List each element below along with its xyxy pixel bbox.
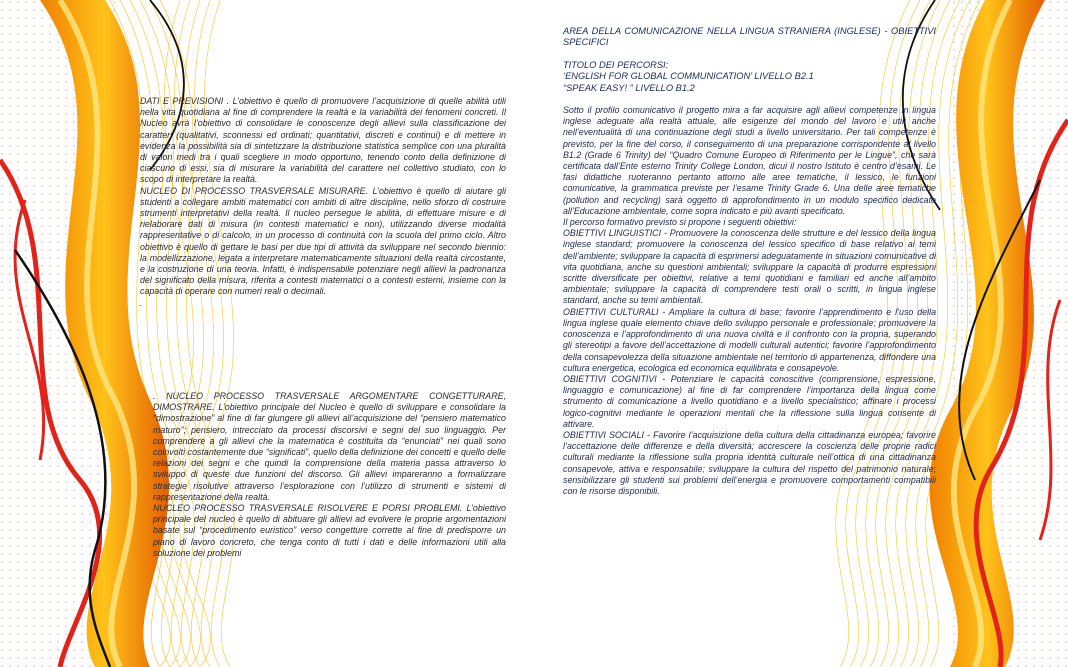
paragraph-nucleo-misurare: NUCLEO DI PROCESSO TRASVERSALE MISURARE. L’obiettivo è quello di aiutare gli studenti a collegare ambiti matematici con ambiti di altre discipline, nello sforzo di costruire strumenti interpretativi della realtà. Il nucleo persegue le abilità, di effettuare misure e di rielaborare dati di misura (in contesti matematici e non), utilizzando diverse modalità rappresentative o di calcolo, in un processo di continuità con la scuola del primo ciclo. Altro obiettivo è quello di gettare le basi per due tipi di attività da sviluppare nel secondo biennio: la modellizzazione, legata a interpretare matematicamente situazioni della realtà circostante, e la costruzione di una teoria. Infatti, è indispensabile potenziare negli allievi la padronanza del significato della misura, riferita a contesti matematici o a contesti esterni, insieme con la capacità di operare con numeri reali o decimali. <box>140 185 506 297</box>
left-column-upper <box>140 96 506 309</box>
right-column <box>563 26 936 497</box>
paragraph-percorso-formativo: Il percorso formativo previsto si propone i seguenti obiettivi: <box>563 217 797 228</box>
paragraph-dati-previsioni: DATI E PREVISIONI . L’obiettivo è quello di promuovere l’acquisizione di quelle abilità utili nella vita quotidiana al fine di comprendere la realtà e la variabilità dei fenomeni concreti. Il Nucleo avrà l’obiettivo di consolidare le conoscenze degli allievi sulla classificazione dei caratteri (qualitativi, sconnessi ed ordinati; quantitativi, discreti e continui) e di mettere in evidenza la possibilità sia di sintetizzare la distribuzione statistica semplice con una pluralità di valori medi tra i quali scegliere in modo opportuno, tenendo conto della definizione di ciascuno di essi, sia di misurare la variabilità del carattere nel collettivo studiato, con lo scopo di interpretare la realtà. <box>140 96 506 185</box>
paragraph-nucleo-risolvere: NUCLEO PROCESSO TRASVERSALE RISOLVERE E PORSI PROBLEMI. L’obiettivo principale del nucleo è quello di abituare gli allievi ad evolvere le proprie argomentazioni basate sul “procedimento euristico” verso congetture corrette al fine di predisporre un piano di lavoro concreto, che tenga conto di tutti i dati e delle informazioni utili alla soluzione dei problemi <box>153 503 506 558</box>
paragraph-profilo-comunicativo: Sotto il profilo comunicativo il progetto mira a far acquisire agli allievi competenze in lingua inglese adeguate alla realtà attuale, alle esigenze del mondo del lavoro e utili anche nell’eventualità di una continuazione degli studi a livello universitario. Per tali competenze è previsto, per la fine del corso, il conseguimento di una preparazione corrispondente al livello B1.2 (Grade 6 Trinity) del “Quadro Comune Europeo di Riferimento per le Lingue”, che sarà certificata dall’Ente esterno Trinity College London, dicui il nostro Istituto è centro d’esami. Le fasi didattiche ruoteranno pertanto attorno alle aree tematiche, il lessico, le funzioni comunicative, la grammatica previste per l’esame Trinity Grade 6. Una delle aree tematiche (pollution and recycling) sarà oggetto di approfondimento in un modulo specifico dedicato all’Educazione ambientale, come sopra indicato e più avanti specificato. <box>563 105 936 216</box>
area-title: AREA DELLA COMUNICAZIONE NELLA LINGUA STRANIERA (INGLESE) - OBIETTIVI SPECIFICI <box>563 26 936 48</box>
course-title-1: ‘ENGLISH FOR GLOBAL COMMUNICATION’ LIVELLO B2.1 <box>563 71 814 82</box>
paragraph-obiettivi-culturali: OBIETTIVI CULTURALI - Ampliare la cultura di base; favorire l’apprendimento e l’uso della lingua inglese quale elemento chiave dello sviluppo personale e professionale; promuovere la conoscenza e l’approfondimento di una nuova civiltà e il confronto con la propria, superando gli stereotipi a favore dell’accettazione di modelli culturali autentici; favorire l’approfondimento della consapevolezza della situazione ambientale nel territorio di appartenenza, diffondere una cultura energetica, ecologica ed economica equilibrata e consapevole. <box>563 306 936 373</box>
paragraph-obiettivi-linguistici: OBIETTIVI LINGUISTICI - Promuovere la conoscenza delle strutture e del lessico della lingua inglese standard; promuovere la conoscenza del lessico specifico di base relativo ai temi dell’ambiente; sviluppare la capacità di esprimersi adeguatamente in situazioni comunicative di vita quotidiana, anche su questioni ambientali; sviluppare la capacità di produrre espressioni scritte diversificate per obiettivi, relative a temi quotidiani e familiari ed anche all’ambito ambientale; sviluppare la capacità di comprendere testi orali o scritti, in lingua inglese standard, anche su temi ambientali. <box>563 228 936 306</box>
paragraph-nucleo-argomentare: . NUCLEO PROCESSO TRASVERSALE ARGOMENTARE CONGETTURARE, DIMOSTRARE. L’obiettivo principale del Nucleo è quello di sviluppare e consolidare la “dimostrazione” al fine di far giungere gli allievi all’acquisizione del “pensiero matematico maturo”; pensiero, intrecciato da processi discorsivi e segni del suo linguaggio. Per comprendere a gli allievi che la matematica è costituita da “enunciati” nei quali sono coinvolti costantemente due “significati”, quello della definizione dei concetti e quello delle relazioni dei segni e che quindi la comprensione della materia passa attraverso lo sviluppo di queste due funzioni del discorso. Gli allievi impareranno a formalizzare strategie risolutive attraverso l’esplorazione con l’utilizzo di strumenti e sistemi di rappresentazione della realtà. <box>153 391 506 502</box>
paragraph-obiettivi-cognitivi: OBIETTIVI COGNITIVI - Potenziare le capacità conoscitive (comprensione, espressione, linguaggio e comunicazione) al fine di far comprendere l’importanza della lingua come strumento di comunicazione a livello quotidiano e a livello specialistico; affinare i processi logico-cognitivi mediante le operazioni mentali che la riflessione sulla lingua consente di attivare. <box>563 373 936 429</box>
stray-dot: . <box>140 297 143 308</box>
titolo-percorsi-label: TITOLO DEI PERCORSI: <box>563 59 669 70</box>
left-column-lower <box>153 391 506 559</box>
paragraph-obiettivi-sociali: OBIETTIVI SOCIALI - Favorire l’acquisizione della cultura della cittadinanza europea; favorire l’accettazione delle differenze e della diversità; accrescere la coscienza delle proprie radici culturali mediante la riflessione sulla propria identità culturale nell’ottica di una cittadinanza consapevole, attiva e responsabile; sviluppare la cultura del rispetto del patrimonio naturale; sensibilizzare gli studenti sui problemi dell’energia e promuovere comportamenti compatibili con le risorse disponibili. <box>563 429 936 496</box>
course-title-2: “SPEAK EASY! ” LIVELLO B1.2 <box>563 82 695 93</box>
